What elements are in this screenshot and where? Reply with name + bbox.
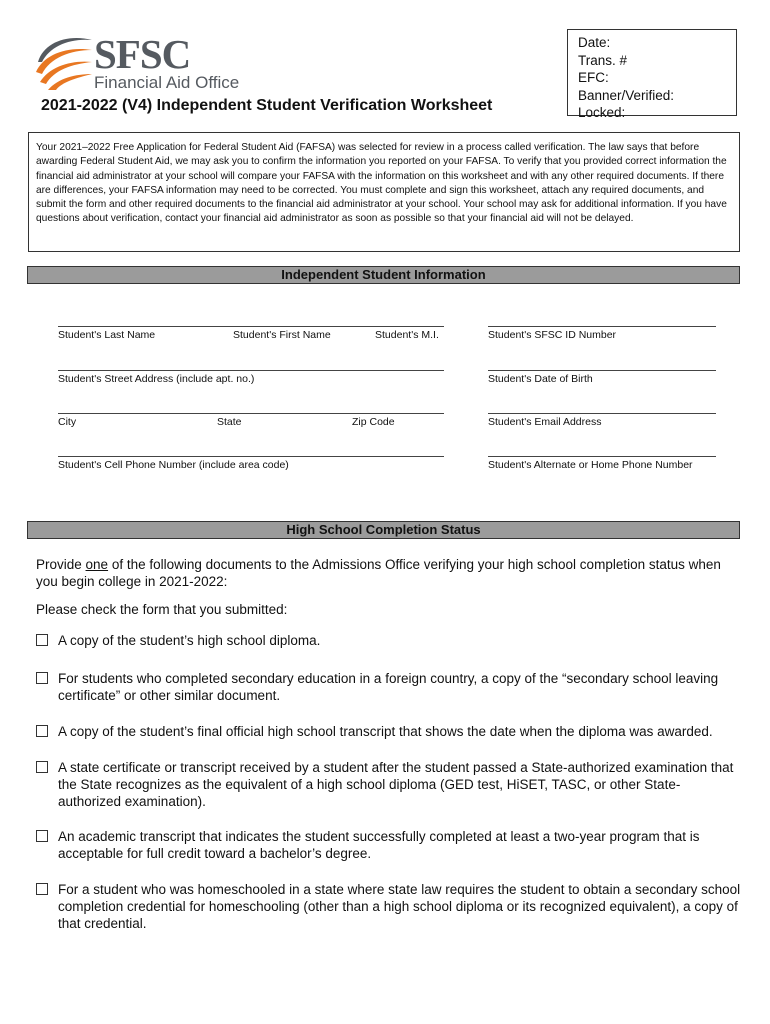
checkbox[interactable]	[36, 672, 48, 684]
locked-label: Locked:	[578, 105, 626, 120]
street-label: Student's Street Address (include apt. no.)	[58, 373, 255, 385]
date-of-birth-field[interactable]	[488, 370, 716, 385]
efc-label: EFC:	[578, 70, 609, 85]
checkbox[interactable]	[36, 761, 48, 773]
option-label: A copy of the student’s high school diploma.	[58, 633, 321, 648]
option-state-certificate[interactable]	[36, 759, 742, 810]
checkbox[interactable]	[36, 634, 48, 646]
logo-wordmark: SFSC	[94, 31, 191, 77]
please-check-text: Please check the form that you submitted:	[36, 602, 288, 617]
id-number-label: Student's SFSC ID Number	[488, 329, 617, 341]
document-title: 2021-2022 (V4) Independent Student Verification Worksheet	[41, 97, 493, 114]
option-label: An academic transcript that indicates the student successfully completed at least a two-year program that is acceptable for full credit toward a bachelor’s degree.	[58, 829, 700, 861]
student-id-field[interactable]	[488, 326, 716, 341]
option-label: For students who completed secondary education in a foreign country, a copy of the “secondary school leaving certificate” or other similar document.	[58, 671, 719, 703]
option-label: For a student who was homeschooled in a state where state law requires the student to obtain a secondary school completion credential for homeschooling (other than a high school diploma or its recognized equivalent), a copy of that credential.	[58, 882, 741, 931]
first-name-label: Student's First Name	[233, 329, 331, 341]
option-foreign-certificate[interactable]	[36, 670, 742, 704]
hs-intro-pre: Provide	[36, 557, 86, 572]
section-header-student-info: Independent Student Information	[27, 266, 740, 284]
alt-phone-label: Student's Alternate or Home Phone Number	[488, 459, 693, 471]
option-label: A state certificate or transcript received by a student after the student passed a State-authorized examination that the State recognizes as the equivalent of a high school diploma (GED test, HiSET, TASC, or other State-authorized examination).	[58, 760, 734, 809]
option-diploma[interactable]	[36, 632, 742, 649]
email-label: Student's Email Address	[488, 416, 602, 428]
logo-subtitle: Financial Aid Office	[94, 73, 240, 92]
section-header-hs-status: High School Completion Status	[27, 521, 740, 539]
mi-label: Student's M.I.	[375, 329, 439, 341]
swoosh-logo-icon	[34, 32, 94, 90]
dob-label: Student's Date of Birth	[488, 373, 593, 385]
checkbox[interactable]	[36, 725, 48, 737]
banner-verified-label: Banner/Verified:	[578, 87, 675, 103]
hs-intro-post: of the following documents to the Admissions Office verifying your high school completion status when you begin college in 2021-2022:	[36, 557, 721, 589]
email-field[interactable]	[488, 413, 716, 428]
street-address-field[interactable]	[58, 370, 444, 385]
trans-label: Trans. #	[578, 52, 628, 68]
state-label: State	[217, 416, 242, 428]
checkbox[interactable]	[36, 830, 48, 842]
option-homeschool[interactable]	[36, 881, 742, 932]
last-name-label: Student's Last Name	[58, 329, 156, 341]
cell-label: Student's Cell Phone Number (include area code)	[58, 459, 289, 471]
option-academic-transcript[interactable]	[36, 828, 742, 862]
cell-phone-field[interactable]	[58, 456, 444, 471]
zip-label: Zip Code	[352, 416, 395, 428]
option-label: A copy of the student’s final official high school transcript that shows the date when the diploma was awarded.	[58, 724, 713, 739]
hs-intro	[36, 556, 746, 590]
sfsc-logo	[34, 30, 254, 96]
checkbox[interactable]	[36, 883, 48, 895]
city-label: City	[58, 416, 77, 428]
intro-text: Your 2021–2022 Free Application for Federal Student Aid (FAFSA) was selected for review in a process called verification. The law says that before awarding Federal Student Aid, we may ask you to confirm the information you reported on your FAFSA. To verify that you provided correct information the financial aid administrator at your school will compare your FAFSA with the information on this worksheet and with any other required documents. If there are differences, your FAFSA information may need to be corrected. You must complete and sign this worksheet, attach any required documents, and submit the form and other required documents to the financial aid administrator at your school. Your school may ask for additional information. If you have questions about verification, contact your financial aid administrator as soon as possible so that your financial aid will not be delayed.	[28, 132, 740, 252]
hs-intro-one: one	[85, 557, 109, 572]
option-transcript[interactable]	[36, 723, 742, 740]
office-use-box	[567, 29, 737, 120]
alt-phone-field[interactable]	[488, 456, 716, 471]
date-label: Date:	[578, 35, 611, 50]
